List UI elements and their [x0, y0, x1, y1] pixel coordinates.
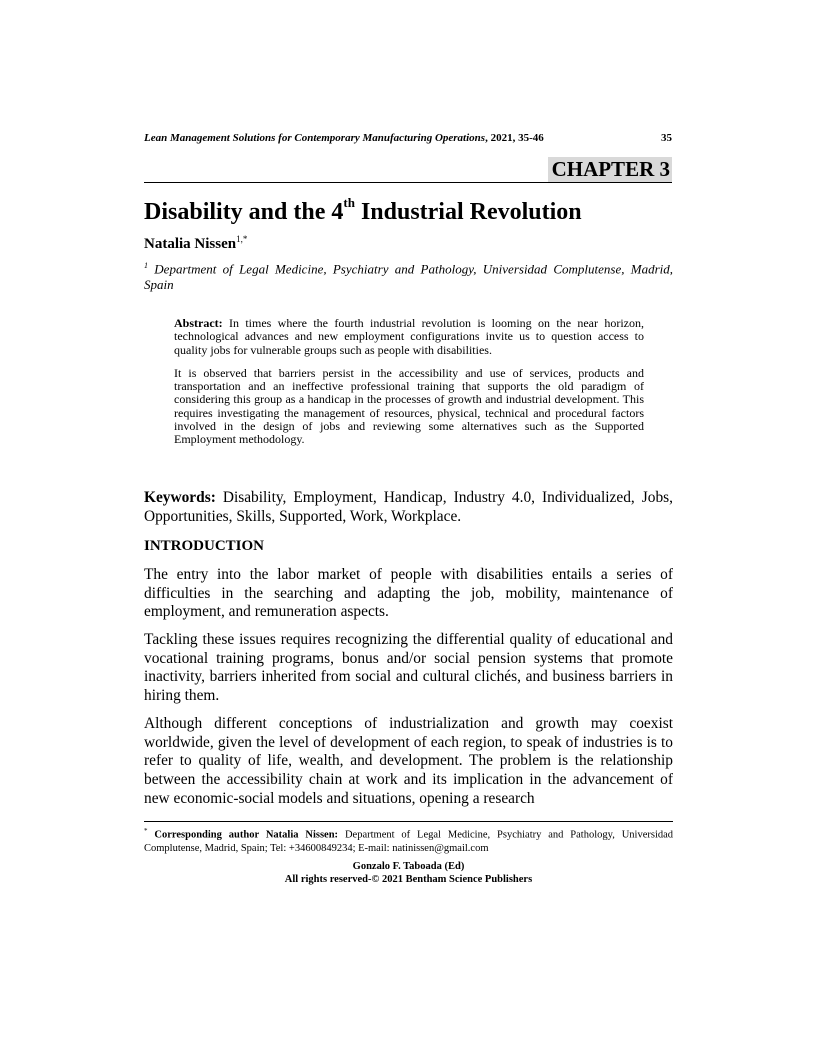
body-text: [144, 566, 673, 818]
publisher-block: [144, 860, 673, 886]
abstract-label: Abstract:: [174, 316, 223, 330]
keywords: [144, 488, 673, 526]
abstract: [174, 317, 644, 457]
affiliation-mark: 1: [144, 261, 148, 270]
rights-line: All rights reserved-© 2021 Bentham Science Publishers: [284, 874, 533, 885]
body-paragraph-3: Although different conceptions of industrialization and growth may coexist worldwide, given the level of development of each region, to speak of industries is to refer to quality of life, wealth, and development. The problem is the relationship between the accessibility chain at work and its implication in the advancement of new economic-social models and situations, opening a research: [144, 715, 673, 807]
footnote-label: Corresponding author Natalia Nissen:: [154, 829, 339, 841]
body-paragraph-2: Tackling these issues requires recognizing the differential quality of educational and vocational training programs, bonus and/or social pension systems that promote inactivity, barriers inherited from social and cultural clichés, and business barriers in hiring them.: [144, 631, 673, 705]
keywords-label: Keywords:: [144, 489, 216, 506]
year-pages: , 2021, 35-46: [485, 132, 544, 144]
footnote-divider: [144, 821, 673, 822]
title-end: Industrial Revolution: [354, 199, 582, 225]
footnote-text: Department of Legal Medicine, Psychiatry and Pathology, Universidad Complutense, Madrid, Spain; Tel: +34600849234; E-mail: natinissen@gmail.com: [144, 829, 674, 854]
abstract-paragraph-1: [174, 317, 644, 357]
chapter-divider: [144, 182, 672, 183]
running-head: [144, 131, 672, 145]
chapter-title: [144, 197, 672, 227]
author-marks: 1,*: [236, 234, 248, 244]
abstract-paragraph-2: It is observed that barriers persist in the accessibility and use of services, products and transportation and an ineffective professional training that supports the old paradigm of considering this group as a handicap in the processes of growth and industrial development. This requires investigating the management of resources, physical, technical and procedural factors involved in the design of jobs and reviewing some alternatives such as the Supported Employment methodology.: [174, 365, 644, 447]
body-paragraph-1: The entry into the labor market of people with disabilities entails a series of difficulties in the searching and adapting the job, mobility, maintenance of employment, and remuneration aspects.: [144, 566, 673, 621]
chapter-label: CHAPTER 3: [548, 157, 672, 182]
author-name: Natalia Nissen: [144, 236, 237, 252]
title-superscript: th: [343, 195, 355, 210]
book-title: Lean Management Solutions for Contemporary Manufacturing Operations: [144, 132, 486, 144]
title-start: Disability and the 4: [144, 199, 344, 225]
affiliation-text: Department of Legal Medicine, Psychiatry and Pathology, Universidad Complutense, Madrid, Spain: [144, 261, 674, 293]
affiliation: [144, 258, 673, 293]
footnote: [144, 825, 673, 855]
footnote-mark: *: [144, 827, 148, 835]
page-number: 35: [661, 132, 672, 144]
keywords-text: Disability, Employment, Handicap, Industry 4.0, Individualized, Jobs, Opportunities, Skills, Supported, Work, Workplace.: [144, 489, 673, 525]
abstract-text-1: In times where the fourth industrial revolution is looming on the near horizon, technological advances and new employment configurations invite us to question access to quality jobs for vulnerable groups such as people with disabilities.: [174, 316, 644, 357]
editor-line: Gonzalo F. Taboada (Ed): [352, 861, 465, 872]
section-heading: INTRODUCTION: [144, 538, 265, 554]
author: [144, 235, 247, 253]
